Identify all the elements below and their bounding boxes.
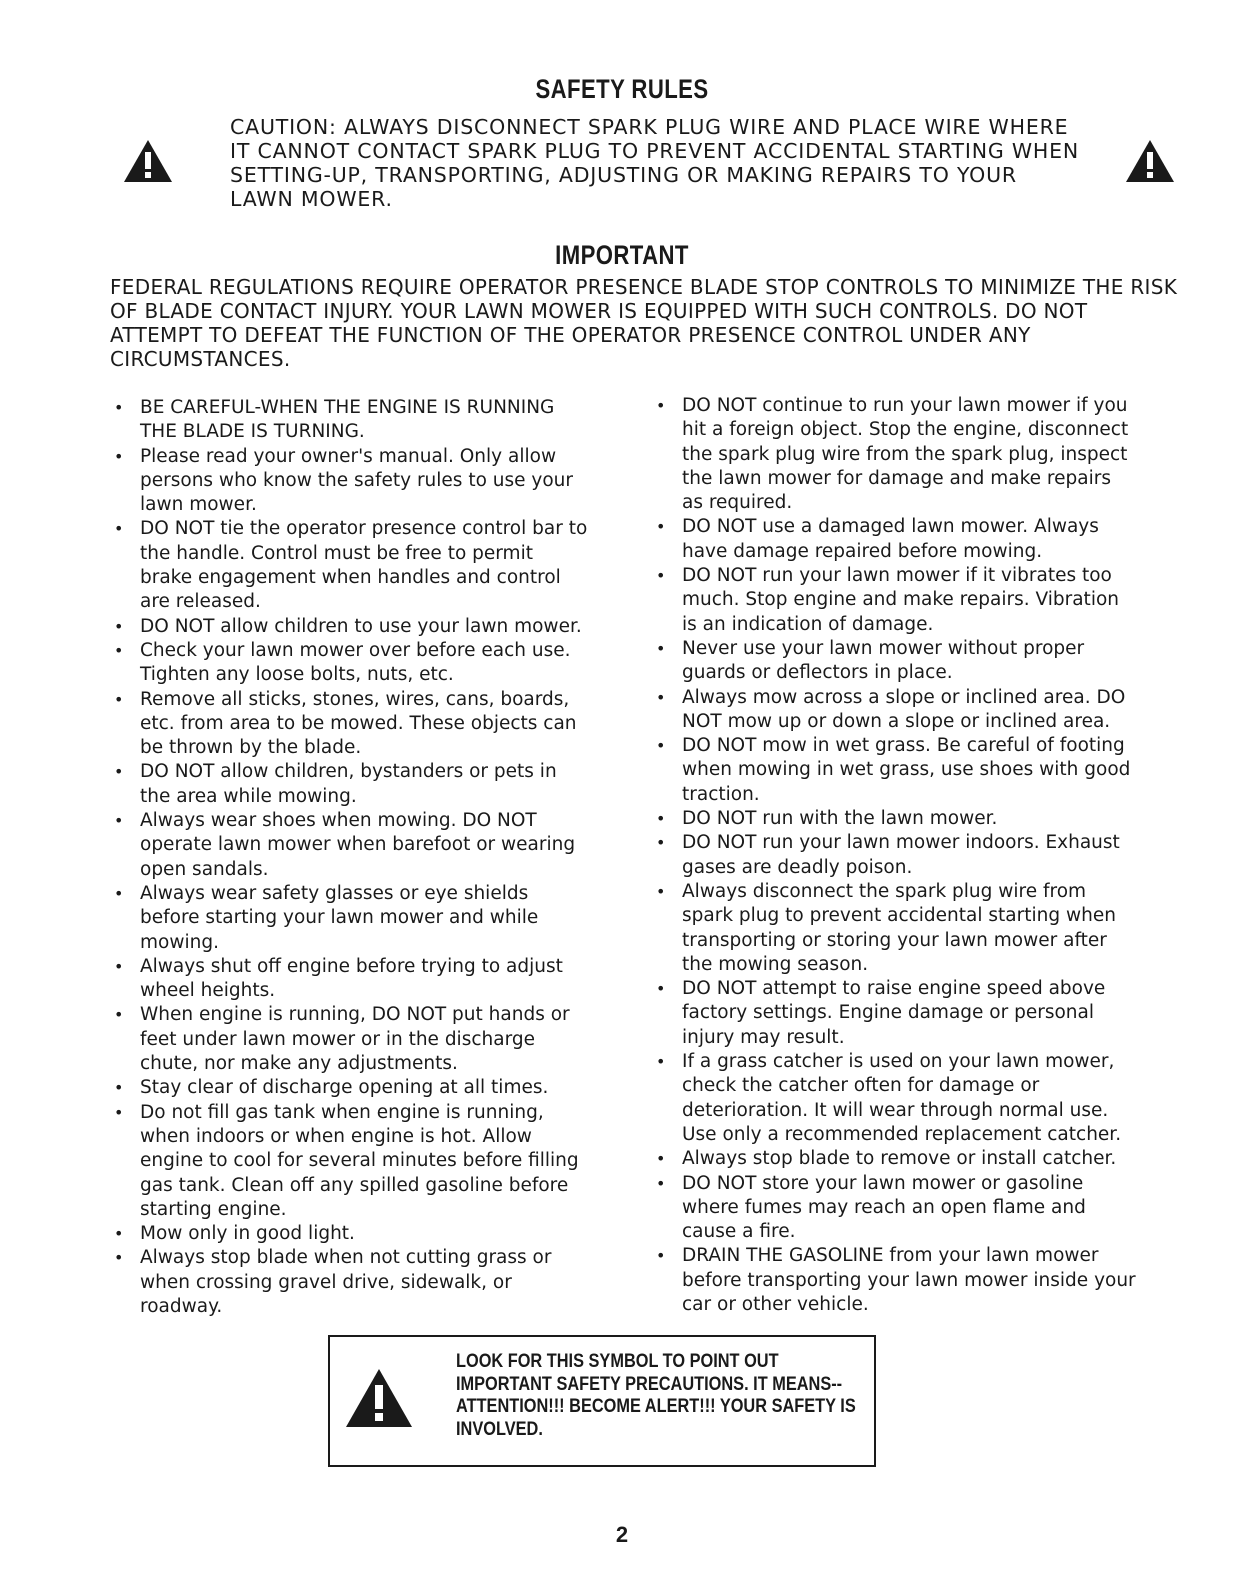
warning-triangle-icon bbox=[1124, 138, 1176, 184]
list-item: • Always wear safety glasses or eye shields before starting your lawn mower and while mowing. bbox=[114, 882, 539, 953]
list-item: • Always mow across a slope or inclined area. DO NOT mow up or down a slope or inclined area. bbox=[656, 686, 1126, 732]
list-item: • DO NOT allow children, bystanders or pets in the area while mowing. bbox=[114, 761, 557, 807]
bullet-icon: • bbox=[656, 881, 666, 901]
warning-triangle-icon bbox=[122, 138, 174, 184]
list-item: • BE CAREFUL-WHEN THE ENGINE IS RUNNING THE BLADE IS TURNING. bbox=[114, 397, 555, 443]
caution-text: CAUTION: ALWAYS DISCONNECT SPARK PLUG WIRE AND PLACE WIRE WHERE IT CANNOT CONTACT SPARK PLUG TO PREVENT ACCIDENTAL STARTING WHEN SETTING-UP, TRANSPORTING, ADJUSTING OR MAKING REPAIRS TO YOUR LAWN MOWER. bbox=[230, 115, 1080, 211]
bullet-icon: • bbox=[114, 1005, 124, 1025]
bullet-icon: • bbox=[114, 1102, 124, 1122]
bullet-icon: • bbox=[114, 762, 124, 782]
bullet-icon: • bbox=[114, 689, 124, 709]
list-item: • DO NOT continue to run your lawn mower if you hit a foreign object. Stop the engine, disconnect the spark plug wire from the spark plug, inspect the lawn mower for damage and make repairs as required. bbox=[656, 395, 1129, 514]
list-item: • DO NOT allow children to use your lawn mower. bbox=[110, 615, 590, 639]
bullet-icon: • bbox=[114, 1248, 124, 1268]
bullet-icon: • bbox=[114, 398, 124, 417]
important-title: IMPORTANT bbox=[555, 240, 689, 270]
bullet-icon: • bbox=[656, 736, 666, 756]
list-item: • Always stop blade to remove or install catcher. bbox=[652, 1147, 1137, 1171]
list-item: • Mow only in good light. bbox=[110, 1222, 590, 1246]
list-item: • If a grass catcher is used on your lawn mower, check the catcher often for damage or deterioration. It will wear through normal use. Use only a recommended replacement catcher. bbox=[656, 1051, 1122, 1145]
list-item: • DO NOT run with the lawn mower. bbox=[652, 807, 1137, 831]
list-item: • Check your lawn mower over before each use. Tighten any loose bolts, nuts, etc. bbox=[114, 639, 571, 686]
bullet-icon: • bbox=[656, 833, 666, 853]
list-item: • Always disconnect the spark plug wire from spark plug to prevent accidental starting when transporting or storing your lawn mower after the mowing season. bbox=[656, 880, 1116, 975]
bullet-icon: • bbox=[114, 1078, 124, 1098]
bullet-icon: • bbox=[656, 517, 666, 537]
bullet-icon: • bbox=[114, 956, 124, 976]
bullet-icon: • bbox=[656, 1173, 666, 1193]
list-item: • DO NOT run your lawn mower indoors. Exhaust gases are deadly poison. bbox=[656, 832, 1120, 878]
list-item: • Always stop blade when not cutting grass or when crossing gravel drive, sidewalk, or roadway. bbox=[114, 1247, 552, 1317]
bullet-icon: • bbox=[656, 809, 666, 829]
bullet-icon: • bbox=[656, 1052, 666, 1072]
list-item: • Do not fill gas tank when engine is running, when indoors or when engine is hot. Allow engine to cool for several minutes before filling gas tank. Clean off any spilled gasoline before starting engine. bbox=[114, 1101, 579, 1220]
bullet-icon: • bbox=[656, 979, 666, 999]
bullet-icon: • bbox=[656, 566, 666, 586]
list-item: • Always shut off engine before trying to adjust wheel heights. bbox=[114, 955, 563, 1002]
bullet-icon: • bbox=[656, 396, 666, 415]
notice-text: LOOK FOR THIS SYMBOL TO POINT OUT IMPORTANT SAFETY PRECAUTIONS. IT MEANS-- ATTENTION!!! BECOME ALERT!!! YOUR SAFETY IS INVOLVED. bbox=[456, 1351, 856, 1440]
bullet-icon: • bbox=[114, 811, 124, 831]
rules-right-list bbox=[652, 394, 1137, 1317]
bullet-icon: • bbox=[114, 883, 124, 903]
safety-symbol-notice bbox=[328, 1335, 876, 1467]
list-item: • Never use your lawn mower without proper guards or deflectors in place. bbox=[656, 637, 1085, 684]
bullet-icon: • bbox=[114, 519, 124, 539]
list-item: • Always wear shoes when mowing. DO NOT operate lawn mower when barefoot or wearing open sandals. bbox=[114, 810, 576, 880]
rules-left-list bbox=[110, 396, 590, 1319]
list-item: • DO NOT run your lawn mower if it vibrates too much. Stop engine and make repairs. Vibration is an indication of damage. bbox=[656, 565, 1119, 635]
bullet-icon: • bbox=[656, 1246, 666, 1266]
safety-rules-title: SAFETY RULES bbox=[535, 74, 709, 104]
bullet-icon: • bbox=[114, 616, 124, 636]
bullet-icon: • bbox=[656, 1149, 666, 1169]
bullet-icon: • bbox=[656, 687, 666, 707]
bullet-icon: • bbox=[114, 1224, 124, 1244]
list-item: • DRAIN THE GASOLINE from your lawn mower before transporting your lawn mower inside your car or other vehicle. bbox=[656, 1245, 1136, 1315]
warning-triangle-icon bbox=[344, 1367, 414, 1429]
page-number: 2 bbox=[615, 1522, 629, 1547]
list-item: • DO NOT use a damaged lawn mower. Always have damage repaired before mowing. bbox=[656, 516, 1099, 562]
list-item: • DO NOT attempt to raise engine speed above factory settings. Engine damage or personal injury may result. bbox=[656, 978, 1106, 1048]
list-item: • When engine is running, DO NOT put hands or feet under lawn mower or in the discharge chute, nor make any adjustments. bbox=[114, 1004, 570, 1075]
bullet-icon: • bbox=[656, 638, 666, 658]
list-item: • DO NOT tie the operator presence control bar to the handle. Control must be free to permit brake engagement when handles and control are released. bbox=[114, 518, 588, 613]
bullet-icon: • bbox=[114, 446, 124, 466]
important-text: FEDERAL REGULATIONS REQUIRE OPERATOR PRESENCE BLADE STOP CONTROLS TO MINIMIZE THE RISK OF BLADE CONTACT INJURY. YOUR LAWN MOWER IS EQUIPPED WITH SUCH CONTROLS. DO NOT ATTEMPT TO DEFEAT THE FUNCTION OF THE OPERATOR PRESENCE CONTROL UNDER ANY CIRCUMSTANCES. bbox=[110, 275, 1178, 371]
bullet-icon: • bbox=[114, 640, 124, 660]
list-item: • DO NOT mow in wet grass. Be careful of footing when mowing in wet grass, use shoes with good traction. bbox=[656, 735, 1131, 805]
list-item: • Remove all sticks, stones, wires, cans, boards, etc. from area to be mowed. These objects can be thrown by the blade. bbox=[114, 688, 577, 759]
list-item: • Stay clear of discharge opening at all times. bbox=[110, 1076, 590, 1100]
list-item: • DO NOT store your lawn mower or gasoline where fumes may reach an open flame and cause a fire. bbox=[656, 1172, 1086, 1243]
list-item: • Please read your owner's manual. Only allow persons who know the safety rules to use your lawn mower. bbox=[114, 445, 573, 516]
